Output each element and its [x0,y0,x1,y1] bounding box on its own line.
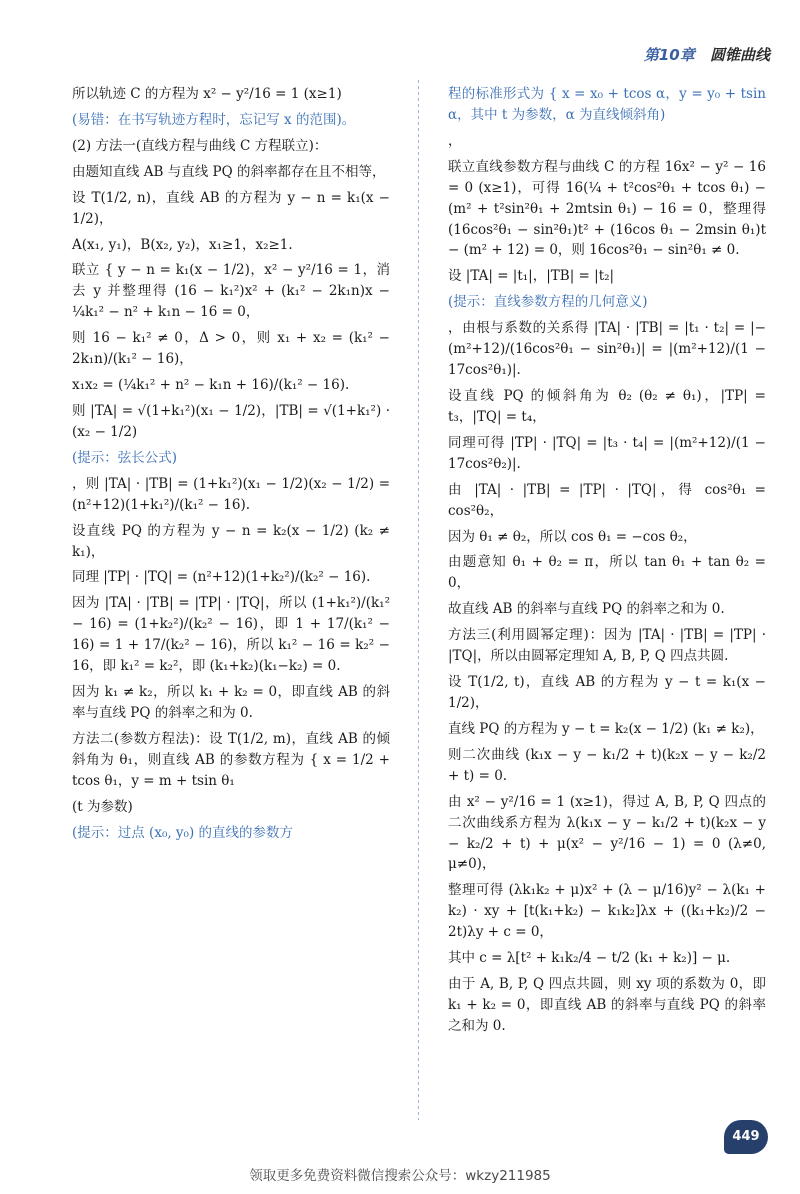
hint-text: 程的标准形式为 { x = x₀ + tcos α，y = y₀ + tsin α，其中 t 为参数，α 为直线倾斜角) [448,86,766,123]
solution-paragraph: 所以轨迹 C 的方程为 x² − y²/16 = 1 (x≥1) [72,86,342,102]
solution-paragraph: 因为 θ₁ ≠ θ₂，所以 cos θ₁ = −cos θ₂， [448,528,697,545]
solution-paragraph: 由 x² − y²/16 = 1 (x≥1)，得过 A, B, P, Q 四点的二次曲线系方程为 λ(k₁x − y − k₁/2 + t)(k₂x − y − k₂/2 + t) + μ(x² − y²/16 − 1) = 0 (λ≠0, μ≠0)， [448,793,766,873]
solution-paragraph: 方法三(利用圆幂定理)：因为 |TA| · |TB| = |TP| · |TQ|，所以由圆幂定理知 A, B, P, Q 四点共圆. [448,627,766,665]
solution-paragraph: 联立 { y − n = k₁(x − 1/2)，x² − y²/16 = 1，消去 y 并整理得 (16 − k₁²)x² + (k₁² − 2k₁n)x − ¼k₁² − n² + k₁n − 16 = 0， [72,262,390,321]
solution-paragraph: 设 T(1/2, n)，直线 AB 的方程为 y − n = k₁(x − 1/2)， [72,189,390,227]
solution-paragraph: 其中 c = λ[t² + k₁k₂/4 − t/2 (k₁ + k₂)] − μ. [448,950,731,967]
solution-paragraph: 方法二(参数方程法)：设 T(1/2, m)，直线 AB 的倾斜角为 θ₁，则直线 AB 的参数方程为 { x = 1/2 + tcos θ₁，y = m + tsin θ₁ [72,730,390,789]
solution-paragraph: 直线 PQ 的方程为 y − t = k₂(x − 1/2) (k₁ ≠ k₂)， [448,720,764,737]
solution-paragraph: (2) 方法一(直线方程与曲线 C 方程联立)： [72,137,328,154]
solution-paragraph: ，由根与系数的关系得 |TA| · |TB| = |t₁ · t₂| = |−(m²+12)/(16cos²θ₁ − sin²θ₁)| = |(m²+12)/(1 − 17cos²θ₁)|. [448,320,766,379]
solution-paragraph: 设 |TA| = |t₁|，|TB| = |t₂| [448,268,615,285]
solution-paragraph: 由 |TA| · |TB| = |TP| · |TQ|，得 cos²θ₁ = cos²θ₂， [448,481,766,519]
solution-paragraph: 则二次曲线 (k₁x − y − k₁/2 + t)(k₂x − y − k₂/2 + t) = 0. [448,746,766,784]
solution-paragraph: 故直线 AB 的斜率与直线 PQ 的斜率之和为 0. [448,601,725,618]
solution-paragraph: 由于 A, B, P, Q 四点共圆，则 xy 项的系数为 0，即 k₁ + k₂ = 0，即直线 AB 的斜率与直线 PQ 的斜率之和为 0. [448,976,766,1034]
solution-paragraph: 因为 |TA| · |TB| = |TP| · |TQ|，所以 (1+k₁²)/(k₁² − 16) = (1+k₂²)/(k₂² − 16)，即 1 + 17/(k₁² − 16) = 1 + 17/(k₂² − 16)，所以 k₁² − 16 = k₂² − 16，即 k₁² = k₂²，即 (k₁+k₂)(k₁−k₂) = 0. [72,595,390,675]
solution-paragraph: x₁x₂ = (¼k₁² + n² − k₁n + 16)/(k₁² − 16). [72,377,350,394]
page-number: 449 [732,1129,760,1144]
solution-paragraph: 设直线 PQ 的方程为 y − n = k₂(x − 1/2) (k₂ ≠ k₁)， [72,522,390,560]
right-column [448,84,766,1042]
chapter-title: 圆锥曲线 [709,46,770,64]
hint-text: (易错：在书写轨迹方程时，忘记写 x 的范围)。 [72,111,356,128]
solution-paragraph: 同理可得 |TP| · |TQ| = |t₃ · t₄| = |(m²+12)/(1 − 17cos²θ₂)|. [448,434,766,472]
solution-paragraph: 则 16 − k₁² ≠ 0，Δ > 0，则 x₁ + x₂ = (k₁² − 2k₁n)/(k₁² − 16)， [72,330,390,368]
column-divider [418,80,419,1120]
solution-paragraph: 由题知直线 AB 与直线 PQ 的斜率都存在且不相等， [72,163,386,180]
solution-paragraph: ，则 |TA| · |TB| = (1+k₁²)(x₁ − 1/2)(x₂ − 1/2) = (n²+12)(1+k₁²)/(k₁² − 16). [72,475,390,513]
solution-paragraph: 整理可得 (λk₁k₂ + μ)x² + (λ − μ/16)y² − λ(k₁ + k₂) · xy + [t(k₁+k₂) − k₁k₂]λx + ((k₁+k₂)/2 − 2t)λy + c = 0， [448,882,766,941]
left-column [72,84,390,849]
solution-paragraph: (t 为参数) [72,798,133,815]
chapter-number: 第10章 [643,46,695,64]
solution-paragraph: 则 |TA| = √(1+k₁²)(x₁ − 1/2)，|TB| = √(1+k₁²) · (x₂ − 1/2) [72,402,390,440]
hint-text: (提示：过点 (x₀, y₀) 的直线的参数方 [72,824,294,841]
solution-paragraph: A(x₁, y₁)，B(x₂, y₂)，x₁≥1，x₂≥1. [72,236,293,253]
solution-paragraph: 因为 k₁ ≠ k₂，所以 k₁ + k₂ = 0，即直线 AB 的斜率与直线 PQ 的斜率之和为 0. [72,684,390,721]
solution-paragraph: 由题意知 θ₁ + θ₂ = π，所以 tan θ₁ + tan θ₂ = 0， [448,554,766,592]
chapter-header [644,44,770,65]
solution-paragraph: ， [448,132,462,149]
page-number-badge [724,1120,768,1154]
solution-paragraph: 联立直线参数方程与曲线 C 的方程 16x² − y² − 16 = 0 (x≥1)，可得 16(¼ + t²cos²θ₁ + tcos θ₁) − (m² + t²sin²θ₁ + 2mtsin θ₁) − 16 = 0，整理得 (16cos²θ₁ − sin²θ₁)t² + (16cos θ₁ − 2msin θ₁)t − (m² + 12) = 0，则 16cos²θ₁ − sin²θ₁ ≠ 0. [448,158,766,259]
hint-text: (提示：直线参数方程的几何意义) [448,294,648,311]
solution-paragraph: 设直线 PQ 的倾斜角为 θ₂ (θ₂ ≠ θ₁)，|TP| = t₃，|TQ| = t₄， [448,387,766,425]
hint-text: (提示：弦长公式) [72,449,178,466]
footer-watermark: 领取更多免费资料微信搜索公众号：wkzy211985 [249,1168,551,1184]
solution-paragraph: 设 T(1/2, t)，直线 AB 的方程为 y − t = k₁(x − 1/2)， [448,674,766,711]
solution-paragraph: 同理 |TP| · |TQ| = (n²+12)(1+k₂²)/(k₂² − 16). [72,569,371,586]
